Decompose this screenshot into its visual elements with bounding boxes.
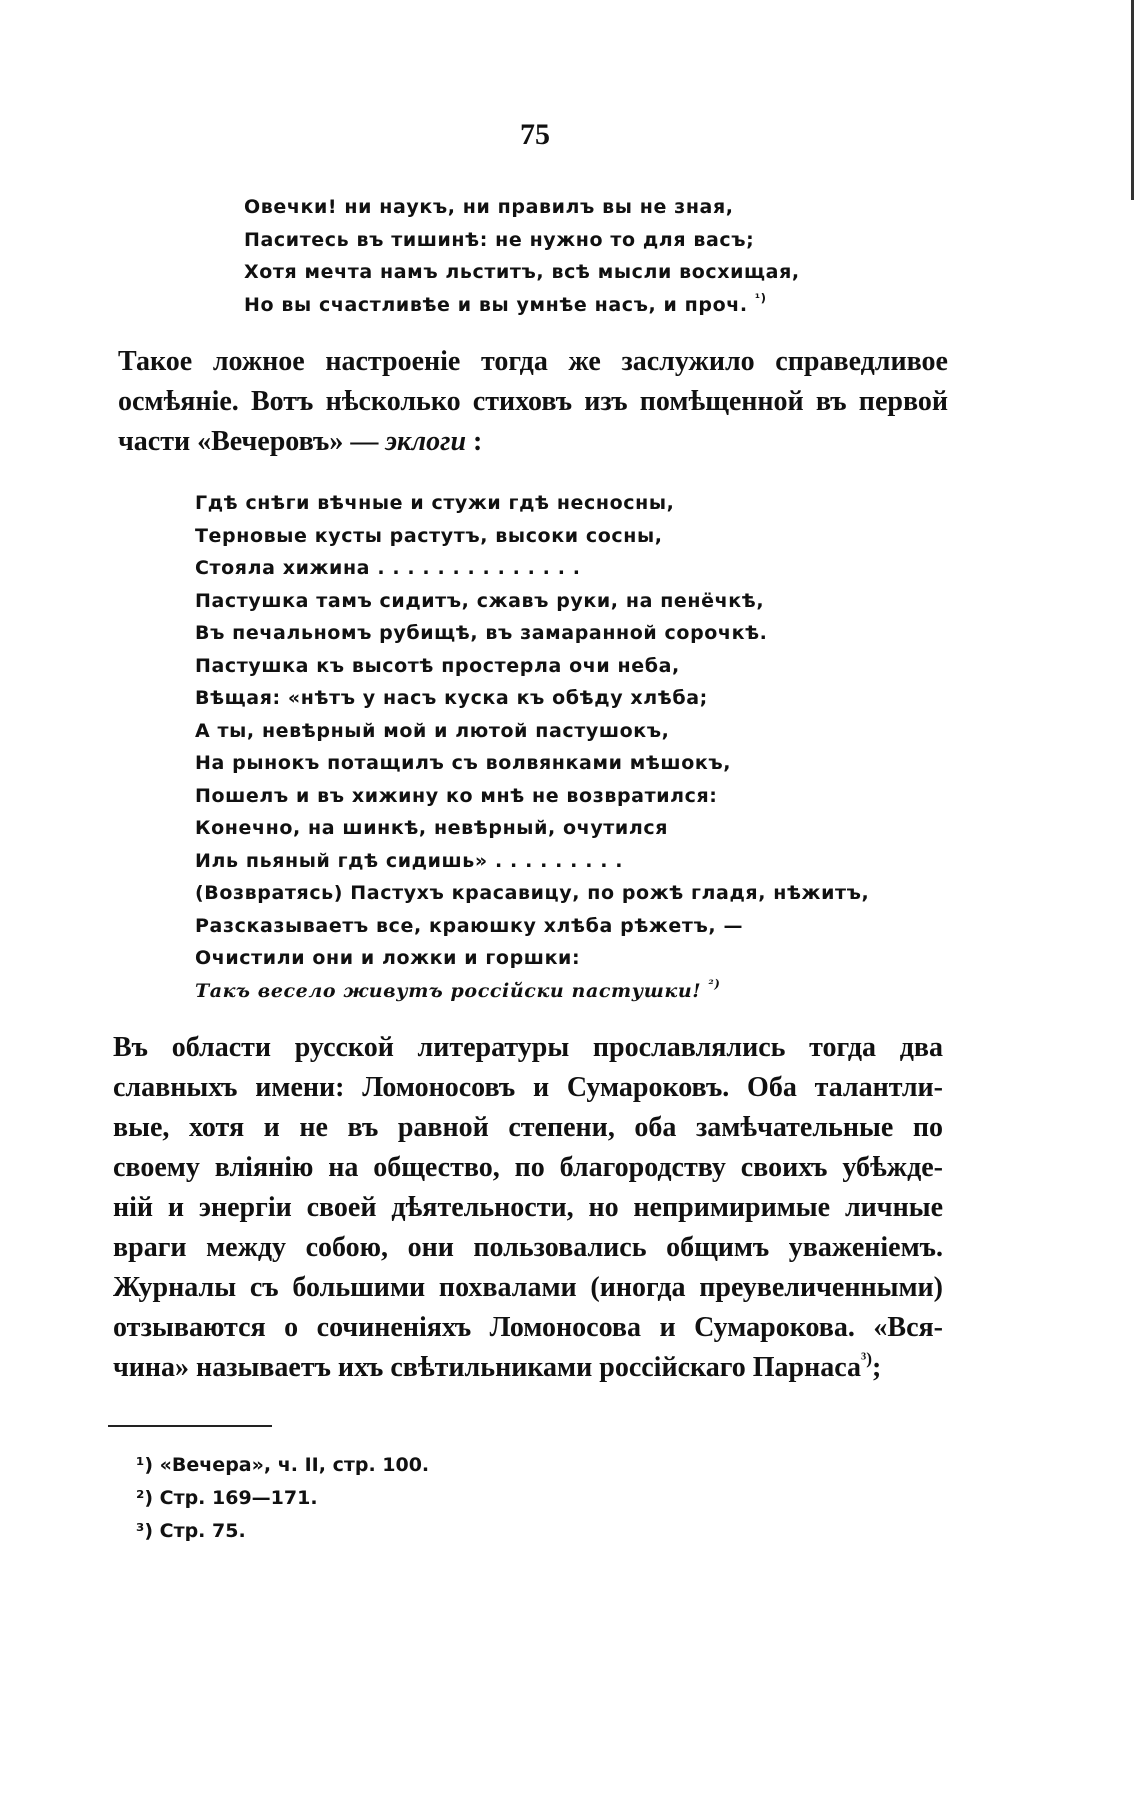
verse-line: Паситесь въ тишинѣ: не нужно то для васъ;: [244, 228, 755, 251]
verse-line: Овечки! ни наукъ, ни правилъ вы не зная,: [244, 196, 734, 218]
verse-line: На рынокъ потащилъ съ волвянками мѣшокъ,: [195, 752, 732, 774]
prose-line: Такое ложное настроеніе тогда же заслужило справедливое: [118, 346, 948, 377]
prose-line: осмѣяніе. Вотъ нѣсколько стиховъ изъ помѣщенной въ первой: [118, 386, 948, 417]
prose-line: славныхъ имени: Ломоносовъ и Сумароковъ. Оба талантли-: [113, 1072, 943, 1103]
prose-line: ній и энергіи своей дѣятельности, но непримиримые личные: [113, 1192, 943, 1223]
prose-line: Въ области русской литературы прославлялись тогда два: [113, 1032, 943, 1063]
verse-line: Иль пьяный гдѣ сидишь» . . . . . . . . .: [195, 849, 624, 872]
verse-line: Конечно, на шинкѣ, невѣрный, очутился: [195, 817, 669, 839]
verse-line: Гдѣ снѣги вѣчные и стужи гдѣ несносны,: [195, 492, 675, 514]
verse-line: Хотя мечта намъ льститъ, всѣ мысли восхищая,: [244, 261, 800, 283]
prose-line: своему вліянію на общество, по благородству своихъ убѣжде-: [113, 1152, 943, 1183]
verse-line: Вѣщая: «нѣтъ у насъ куска къ обѣду хлѣба;: [195, 687, 708, 709]
verse-line: Стояла хижина . . . . . . . . . . . . . .: [195, 557, 581, 579]
footnote: ²) Стр. 169—171.: [136, 1487, 318, 1509]
verse-block-sheep: [244, 191, 800, 321]
prose-line: чина» называетъ ихъ свѣтильниками россійскаго Парнаса$^{^3)}$;: [113, 1348, 882, 1383]
footnotes-block: [136, 1449, 429, 1548]
verse-block-eclogue: [195, 487, 869, 1007]
verse-line: Но вы счастливѣе и вы умнѣе насъ, и проч. $^{^1)}$: [244, 291, 767, 316]
verse-line: Пошелъ и въ хижину ко мнѣ не возвратился:: [195, 784, 718, 807]
verse-line: Пастушка къ высотѣ простерла очи неба,: [195, 654, 680, 677]
page-number: 75: [520, 118, 550, 151]
footnote-ref: ²): [708, 977, 721, 991]
verse-line: Такъ весело живутъ россійски пастушки! $^{^2)}$: [195, 977, 721, 1002]
footnote: ¹) «Вечера», ч. II, стр. 100.: [136, 1454, 430, 1476]
footnote-ref: ³): [861, 1348, 873, 1368]
page-edge-mark: [1110, 0, 1140, 560]
prose-line: враги между собою, они пользовались общимъ уваженіемъ.: [113, 1232, 943, 1263]
prose-line: вые, хотя и не въ равной степени, оба замѣчательные по: [113, 1112, 943, 1143]
paragraph-false-mood: [118, 342, 948, 462]
verse-line: Очистили они и ложки и горшки:: [195, 947, 581, 969]
verse-line: Въ печальномъ рубищѣ, въ замаранной сорочкѣ.: [195, 622, 768, 644]
verse-line: Пастушка тамъ сидитъ, сжавъ руки, на пенёчкѣ,: [195, 589, 765, 612]
prose-line: части «Вечеровъ» — эклоги :: [118, 426, 483, 457]
italic-term: эклоги: [385, 426, 467, 457]
binding-edge: [1131, 0, 1134, 200]
verse-line: (Возвратясь) Пастухъ красавицу, по рожѣ гладя, нѣжитъ,: [195, 882, 870, 904]
footnote-ref: ¹): [754, 291, 767, 305]
prose-line: Журналы съ большими похвалами (иногда преувеличенными): [113, 1272, 943, 1303]
verse-line: А ты, невѣрный мой и лютой пастушокъ,: [195, 719, 670, 742]
paragraph-literature: [113, 1028, 943, 1388]
prose-line: отзываются о сочиненіяхъ Ломоносова и Сумарокова. «Вся-: [113, 1312, 943, 1343]
footnote: ³) Стр. 75.: [136, 1520, 246, 1542]
verse-line: Терновые кусты растутъ, высоки сосны,: [195, 524, 663, 547]
footnote-divider: [108, 1425, 272, 1427]
verse-line: Разсказываетъ все, краюшку хлѣба рѣжетъ, —: [195, 914, 744, 937]
